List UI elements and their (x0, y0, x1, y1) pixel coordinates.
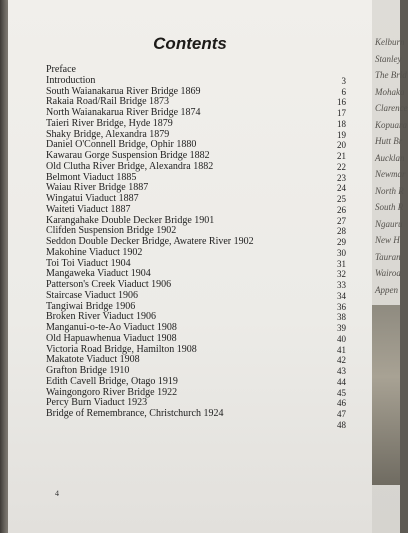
facing-page-text: Tauran (375, 251, 401, 262)
facing-page-text: Ngauru (375, 218, 403, 229)
contents-entry (46, 76, 346, 87)
entry-title: Rakaia Road/Rail Bridge 1873 (46, 96, 170, 108)
contents-page (8, 0, 372, 533)
contents-entry (46, 334, 346, 345)
facing-page-text: Kelburn (375, 37, 405, 47)
facing-page-photo (372, 305, 400, 485)
entry-page-number: 19 (337, 129, 346, 140)
entry-title: Old Hapuawhenua Viaduct 1908 (46, 332, 177, 344)
entry-title: Bridge of Remembrance, Christchurch 1924 (46, 408, 224, 419)
entry-page-number: 30 (337, 247, 346, 258)
contents-entry (46, 291, 346, 302)
entry-title: Kawarau Gorge Suspension Bridge 1882 (46, 150, 210, 161)
entry-title: Shaky Bridge, Alexandra 1879 (46, 128, 170, 140)
facing-page-text: Hutt Br (375, 136, 403, 146)
entry-title: Belmont Viaduct 1885 (46, 171, 137, 183)
entry-title: Percy Burn Viaduct 1923 (46, 397, 148, 409)
entry-title: Broken River Viaduct 1906 (46, 311, 157, 323)
entry-title: Karangahake Double Decker Bridge 1901 (46, 214, 215, 226)
entry-page-number: 23 (337, 172, 346, 183)
facing-page-text: Appen (375, 284, 398, 295)
entry-title: Staircase Viaduct 1906 (46, 289, 138, 301)
entry-page-number: 24 (337, 183, 346, 194)
facing-page-text: Clarence (375, 103, 408, 113)
entry-page-number: 34 (337, 290, 346, 301)
entry-title: Waiau River Bridge 1887 (46, 182, 149, 194)
contents-entry (46, 205, 346, 216)
entry-page-number: 44 (337, 376, 346, 387)
entry-page-number: 48 (337, 419, 346, 430)
entry-page-number: 31 (337, 258, 346, 269)
entry-title: Taieri River Bridge, Hyde 1879 (46, 117, 173, 129)
entry-page-number: 17 (337, 108, 346, 118)
entry-page-number: 3 (341, 75, 346, 86)
entry-page-number: 27 (337, 215, 346, 226)
entry-page-number: 39 (337, 323, 346, 333)
contents-entry (46, 409, 346, 420)
contents-entry (46, 377, 346, 388)
contents-list (46, 65, 346, 431)
entry-title: Manganui-o-te-Ao Viaduct 1908 (46, 322, 177, 333)
entry-title: Daniel O'Connell Bridge, Ophir 1880 (46, 139, 197, 151)
page-title: Contents (153, 34, 227, 53)
entry-title: Wingatui Viaduct 1887 (46, 193, 139, 204)
contents-entry (46, 162, 346, 173)
entry-page-number: 22 (337, 161, 346, 172)
entry-title: Waingongoro River Bridge 1922 (46, 386, 178, 398)
entry-title: Victoria Road Bridge, Hamilton 1908 (46, 343, 197, 355)
entry-page-number: 46 (337, 398, 346, 409)
entry-title: Old Clutha River Bridge, Alexandra 1882 (46, 160, 214, 172)
facing-page-text: Aucklan (375, 152, 405, 163)
entry-title: Mangaweka Viaduct 1904 (46, 268, 151, 280)
entry-page-number: 43 (337, 366, 346, 376)
entry-page-number: 38 (337, 312, 346, 323)
entry-title: Edith Cavell Bridge, Otago 1919 (46, 375, 178, 387)
entry-page-number: 25 (337, 194, 346, 204)
entry-title: Tangiwai Bridge 1906 (46, 300, 136, 312)
entry-page-number: 42 (337, 355, 346, 366)
facing-page-text: Stanley (375, 53, 402, 64)
entry-title: North Waianakarua River Bridge 1874 (46, 107, 201, 118)
entry-title: Preface (46, 64, 76, 75)
entry-page-number: 47 (337, 409, 346, 419)
entry-page-number: 29 (337, 237, 346, 247)
facing-page-text: Wairoa (375, 268, 401, 278)
page-number: 4 (55, 489, 59, 498)
entry-title: Makohine Viaduct 1902 (46, 246, 143, 258)
left-page-edge (0, 0, 8, 533)
entry-title: Seddon Double Decker Bridge, Awatere River 1902 (46, 236, 254, 247)
facing-page (372, 0, 408, 533)
entry-title: Makatote Viaduct 1908 (46, 354, 140, 366)
entry-title: Toi Toi Viaduct 1904 (46, 257, 131, 269)
entry-page-number: 28 (337, 226, 346, 237)
entry-page-number: 18 (337, 118, 346, 129)
facing-page-text: South R (375, 202, 404, 212)
entry-page-number: 6 (341, 86, 346, 97)
facing-page-text: New H (375, 235, 400, 245)
entry-title: Introduction (46, 74, 96, 86)
entry-title: Waiteti Viaduct 1887 (46, 203, 131, 215)
entry-title: Grafton Bridge 1910 (46, 365, 130, 376)
facing-page-text: Mohaka (375, 86, 405, 97)
entry-page-number: 20 (337, 140, 346, 151)
contents-entry (46, 248, 346, 259)
facing-page-text: North R (375, 185, 404, 196)
entry-page-number: 40 (337, 333, 346, 344)
entry-page-number: 36 (337, 301, 346, 312)
entry-page-number: 26 (337, 204, 346, 215)
facing-page-text: Newmar (375, 169, 406, 179)
contents-entry (46, 119, 346, 130)
entry-title: Clifden Suspension Bridge 1902 (46, 225, 177, 237)
entry-page-number: 32 (337, 269, 346, 280)
entry-page-number: 41 (337, 344, 346, 355)
entry-page-number: 33 (337, 280, 346, 290)
entry-title: South Waianakarua River Bridge 1869 (46, 85, 201, 97)
contents-entry (46, 420, 346, 431)
facing-page-text: The Brid (375, 70, 407, 80)
facing-page-text: Kopuara (375, 119, 408, 130)
entry-title: Patterson's Creek Viaduct 1906 (46, 279, 172, 290)
entry-page-number: 21 (337, 151, 346, 161)
entry-page-number: 45 (337, 387, 346, 398)
entry-page-number: 16 (337, 97, 346, 108)
